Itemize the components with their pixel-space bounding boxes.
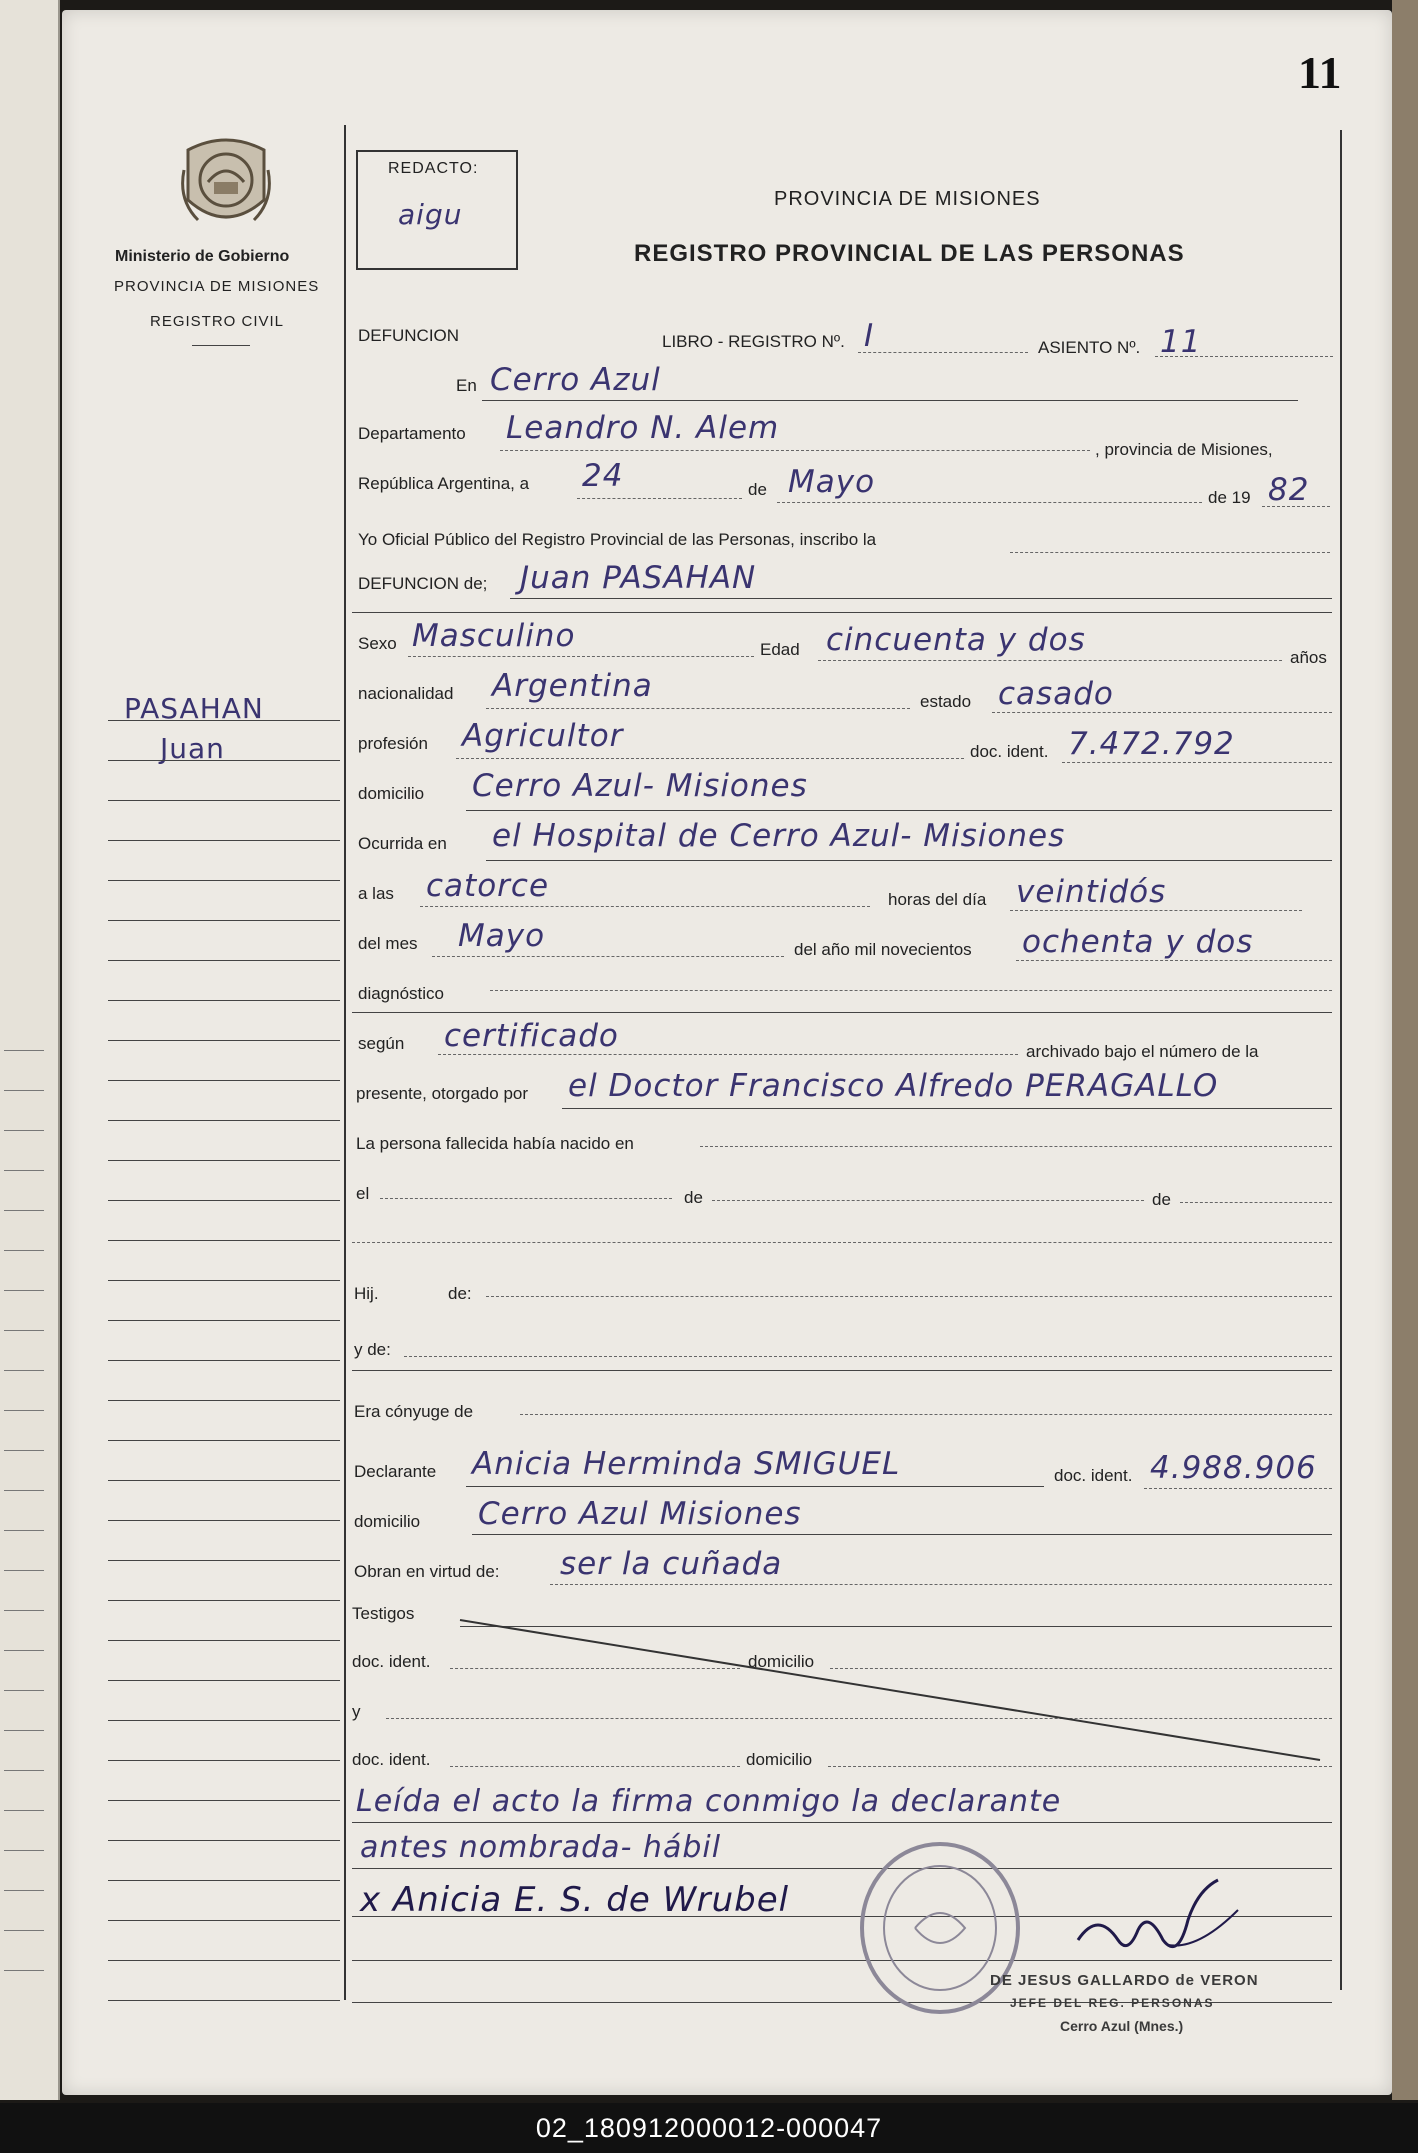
- official-title: JEFE DEL REG. PERSONAS: [1010, 1996, 1215, 2010]
- ocurrida-value: el Hospital de Cerro Azul- Misiones: [492, 818, 1066, 854]
- del-mes-label: del mes: [358, 934, 418, 953]
- closing-line-2: antes nombrada- hábil: [360, 1830, 722, 1865]
- domicilio-label: domicilio: [358, 784, 425, 803]
- year-value: 82: [1268, 472, 1310, 508]
- testigo-domicilio-label: domicilio: [748, 1652, 815, 1671]
- nacionalidad-label: nacionalidad: [358, 684, 454, 703]
- de-label: de: [748, 480, 767, 499]
- nacido-label: La persona fallecida había nacido en: [356, 1134, 634, 1153]
- redacto-label: REDACTO:: [388, 160, 479, 177]
- declarante-doc-value: 4.988.906: [1150, 1450, 1317, 1486]
- ministry-label: Ministerio de Gobierno: [115, 248, 290, 265]
- republica-label: República Argentina, a: [358, 474, 530, 493]
- defuncion-de-label: DEFUNCION de;: [358, 574, 488, 593]
- asiento-label: ASIENTO Nº.: [1038, 338, 1141, 357]
- testigo-y-label: y: [352, 1702, 361, 1721]
- doc-label: doc. ident.: [970, 742, 1049, 761]
- day-value: 24: [582, 458, 624, 494]
- page-number: 11: [1298, 47, 1342, 98]
- testigo2-domicilio-label: domicilio: [746, 1750, 813, 1769]
- hij-de-label: de:: [448, 1284, 472, 1303]
- sexo-label: Sexo: [358, 634, 397, 653]
- official-name: DE JESUS GALLARDO de VERON: [990, 1972, 1259, 1989]
- en-label: En: [456, 376, 477, 395]
- obran-label: Obran en virtud de:: [354, 1562, 500, 1581]
- horas-label: horas del día: [888, 890, 987, 909]
- redacto-initials: aigu: [398, 198, 463, 231]
- el-label: el: [356, 1184, 370, 1203]
- doc-value: 7.472.792: [1068, 726, 1235, 762]
- libro-value: I: [864, 318, 875, 354]
- y-de-label: y de:: [354, 1340, 391, 1359]
- registry-stamp-icon: [855, 1838, 1025, 2018]
- testigo2-doc-label: doc. ident.: [352, 1750, 431, 1769]
- form-left-border: [344, 125, 346, 2000]
- conyuge-label: Era cónyuge de: [354, 1402, 474, 1421]
- declarante-value: Anicia Herminda SMIGUEL: [472, 1446, 901, 1482]
- official-place: Cerro Azul (Mnes.): [1060, 2018, 1184, 2034]
- del-mes-value: Mayo: [458, 918, 546, 954]
- title-province: PROVINCIA DE MISIONES: [774, 188, 1041, 210]
- left-facing-page: [0, 0, 60, 2100]
- departamento-value: Leandro N. Alem: [506, 410, 780, 446]
- image-caption: 02_180912000012-000047: [0, 2103, 1418, 2153]
- record-type-label: DEFUNCION: [358, 326, 460, 345]
- domicilio-value: Cerro Azul- Misiones: [472, 768, 808, 804]
- archivado-label: archivado bajo el número de la: [1026, 1042, 1259, 1061]
- registry-label: REGISTRO CIVIL: [150, 313, 285, 330]
- profesion-value: Agricultor: [462, 718, 624, 754]
- province-label: PROVINCIA DE MISIONES: [114, 278, 320, 295]
- cancel-stroke: [450, 1610, 1330, 1770]
- declarante-domicilio-value: Cerro Azul Misiones: [478, 1496, 802, 1532]
- testigo-doc-label: doc. ident.: [352, 1652, 431, 1671]
- segun-value: certificado: [444, 1018, 619, 1054]
- edad-label: Edad: [760, 640, 800, 659]
- month-value: Mayo: [788, 464, 876, 500]
- ocurrida-label: Ocurrida en: [358, 834, 447, 853]
- libro-label: LIBRO - REGISTRO Nº.: [662, 332, 845, 351]
- anos-label: años: [1290, 648, 1327, 667]
- departamento-label: Departamento: [358, 424, 466, 443]
- ano-mil-value: ochenta y dos: [1022, 924, 1254, 960]
- diagnostico-label: diagnóstico: [358, 984, 445, 1003]
- estado-label: estado: [920, 692, 972, 711]
- testigos-label: Testigos: [352, 1604, 415, 1623]
- declarant-signature: x Anicia E. S. de Wrubel: [360, 1880, 790, 1920]
- declarante-doc-label: doc. ident.: [1054, 1466, 1133, 1485]
- presente-label: presente, otorgado por: [356, 1084, 529, 1103]
- de-label-2: de: [684, 1188, 703, 1207]
- obran-value: ser la cuñada: [560, 1546, 783, 1582]
- deceased-name: Juan PASAHAN: [520, 560, 757, 596]
- profesion-label: profesión: [358, 734, 428, 753]
- a-las-label: a las: [358, 884, 394, 903]
- margin-surname: PASAHAN: [124, 692, 264, 725]
- edad-value: cincuenta y dos: [826, 622, 1086, 658]
- official-signature-icon: [1068, 1870, 1248, 1970]
- title-registry: REGISTRO PROVINCIAL DE LAS PERSONAS: [634, 240, 1185, 267]
- nacionalidad-value: Argentina: [492, 668, 653, 704]
- estado-value: casado: [998, 676, 1114, 712]
- province-seal-icon: [178, 130, 274, 234]
- sexo-value: Masculino: [412, 618, 576, 654]
- form-right-border: [1340, 130, 1342, 1990]
- horas-value: veintidós: [1016, 874, 1167, 910]
- book-edge: [1392, 0, 1418, 2100]
- declarante-domicilio-label: domicilio: [354, 1512, 421, 1531]
- asiento-value: 11: [1160, 324, 1202, 360]
- de-label-3: de: [1152, 1190, 1171, 1209]
- segun-label: según: [358, 1034, 405, 1053]
- provincia-text: , provincia de Misiones,: [1095, 440, 1273, 459]
- a-las-value: catorce: [426, 868, 550, 904]
- declarante-label: Declarante: [354, 1462, 437, 1481]
- de-19-label: de 19: [1208, 488, 1251, 507]
- closing-line-1: Leída el acto la firma conmigo la declarante: [356, 1784, 1062, 1819]
- en-value: Cerro Azul: [490, 362, 661, 398]
- margin-given-name: Juan: [160, 732, 225, 765]
- hij-label: Hij.: [354, 1284, 379, 1303]
- presente-value: el Doctor Francisco Alfredo PERAGALLO: [568, 1068, 1219, 1104]
- ano-mil-label: del año mil novecientos: [794, 940, 972, 959]
- oficial-text: Yo Oficial Público del Registro Provincial de las Personas, inscribo la: [358, 530, 877, 549]
